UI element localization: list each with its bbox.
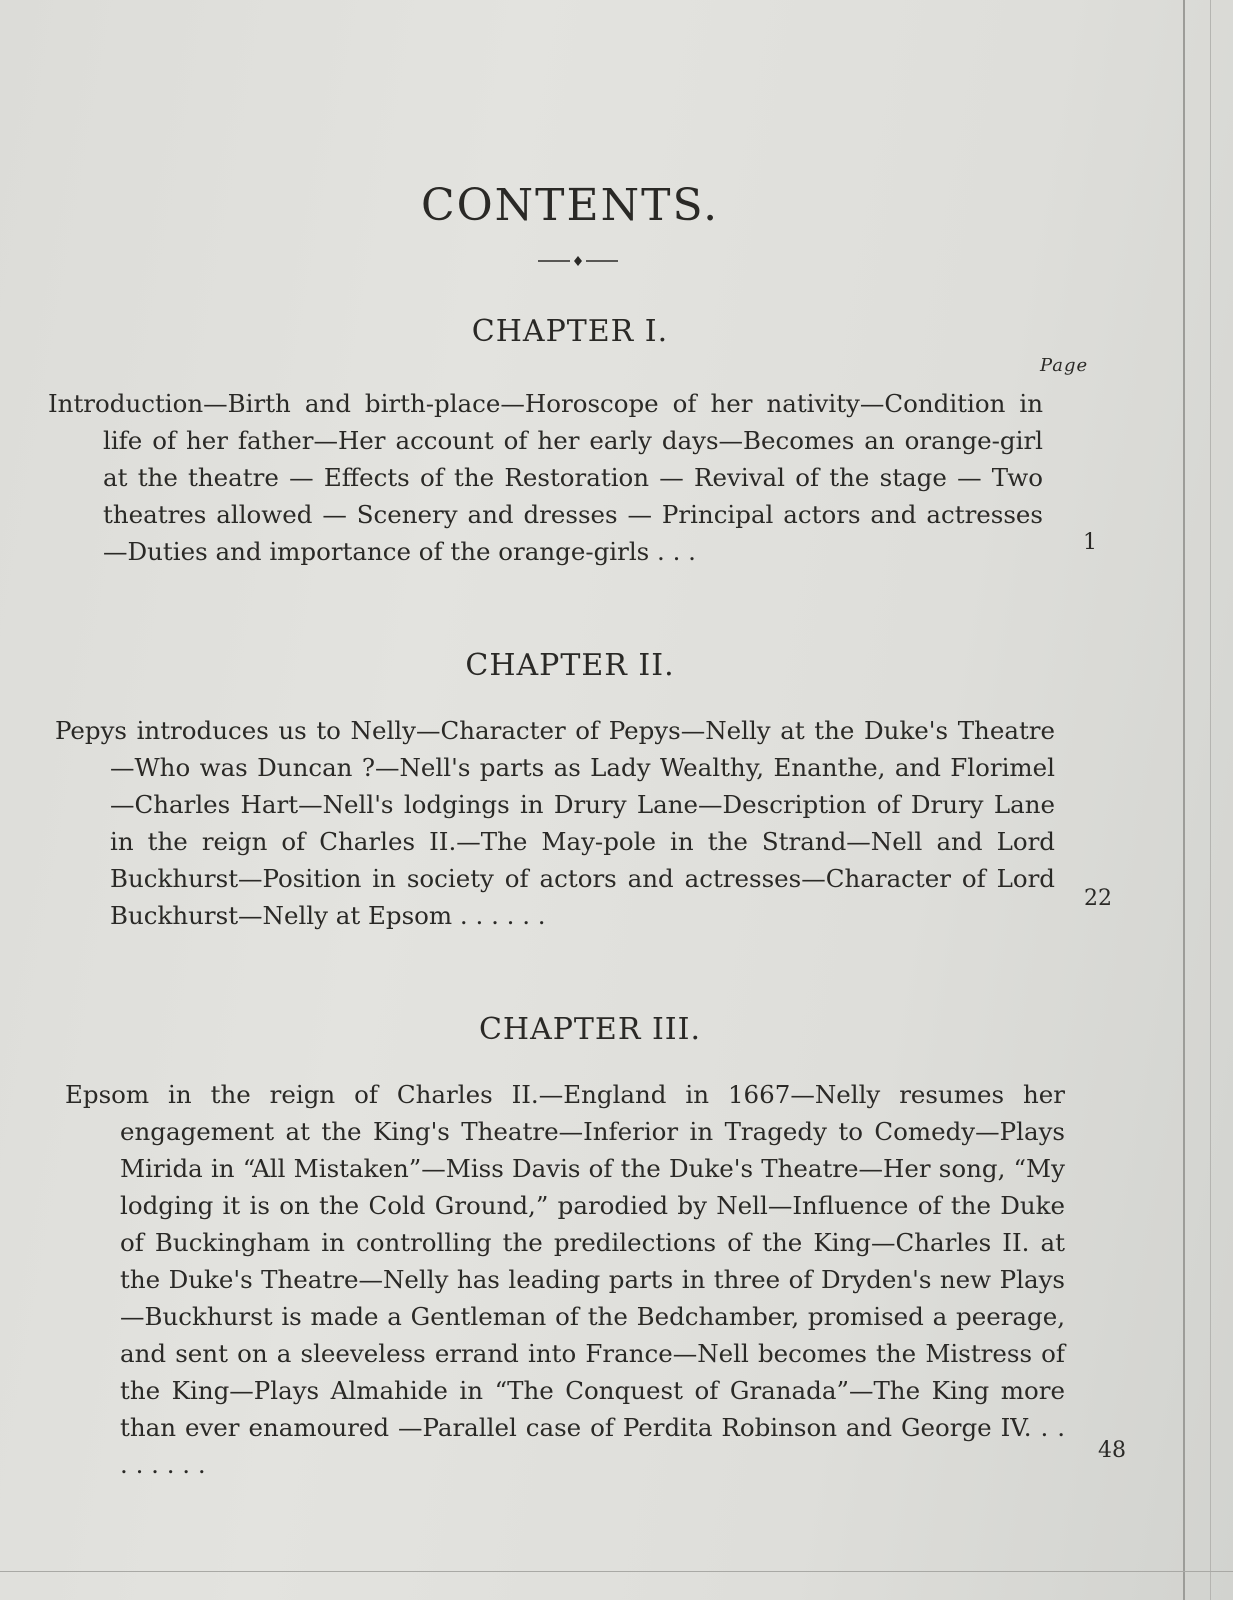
chapter-1-heading: CHAPTER I. [471, 314, 669, 349]
page-column-label: Page [1040, 355, 1089, 376]
chapter-2-summary: Pepys introduces us to Nelly—Character of Pepys—Nelly at the Duke's Theatre—Who was Duncan ?—Nell's parts as Lady Wealthy, Enanthe, and Florimel—Charles Hart—Nell's lodgings in Drury Lane—Description of Drury Lane in the reign of Charles II.—The May-pole in the Strand—Nell and Lord Buckhurst—Position in society of actors and actresses—Character of Lord Buckhurst—Nelly at Epsom . . . . . . [55, 716, 1055, 930]
title-ornament [536, 254, 620, 268]
chapter-2-page-number: 22 [1084, 886, 1112, 911]
contents-title: CONTENTS. [420, 180, 720, 231]
chapter-2-heading: CHAPTER II. [465, 648, 675, 683]
chapter-1-summary: Introduction—Birth and birth-place—Horoscope of her nativity—Condition in life of her father—Her account of her early days—Becomes an orange-girl at the theatre — Effects of the Restoration — Revival of the stage — Two theatres allowed — Scenery and dresses — Principal actors and actresses—Duties and importance of the orange-girls . . . [48, 389, 1043, 566]
page-edge-line [1183, 0, 1185, 1600]
chapter-3-heading: CHAPTER III. [478, 1012, 702, 1047]
chapter-3-summary: Epsom in the reign of Charles II.—England in 1667—Nelly resumes her engagement at the King's Theatre—Inferior in Tragedy to Comedy—Plays Mirida in “All Mistaken”—Miss Davis of the Duke's Theatre—Her song, “My lodging it is on the Cold Ground,” parodied by Nell—Influence of the Duke of Buckingham in controlling the predilections of the King—Charles II. at the Duke's Theatre—Nelly has leading parts in three of Dryden's new Plays—Buckhurst is made a Gentleman of the Bedchamber, promised a peerage, and sent on a sleeveless errand into France—Nell becomes the Mistress of the King—Plays Almahide in “The Conquest of Granada”—The King more than ever enamoured —Parallel case of Perdita Robinson and George IV. . . . . . . . . [65, 1080, 1065, 1479]
chapter-1-page-number: 1 [1083, 530, 1097, 555]
chapter-3-page-number: 48 [1098, 1438, 1126, 1463]
page-bottom-edge [0, 1571, 1233, 1572]
page-edge-line-outer [1210, 0, 1211, 1600]
